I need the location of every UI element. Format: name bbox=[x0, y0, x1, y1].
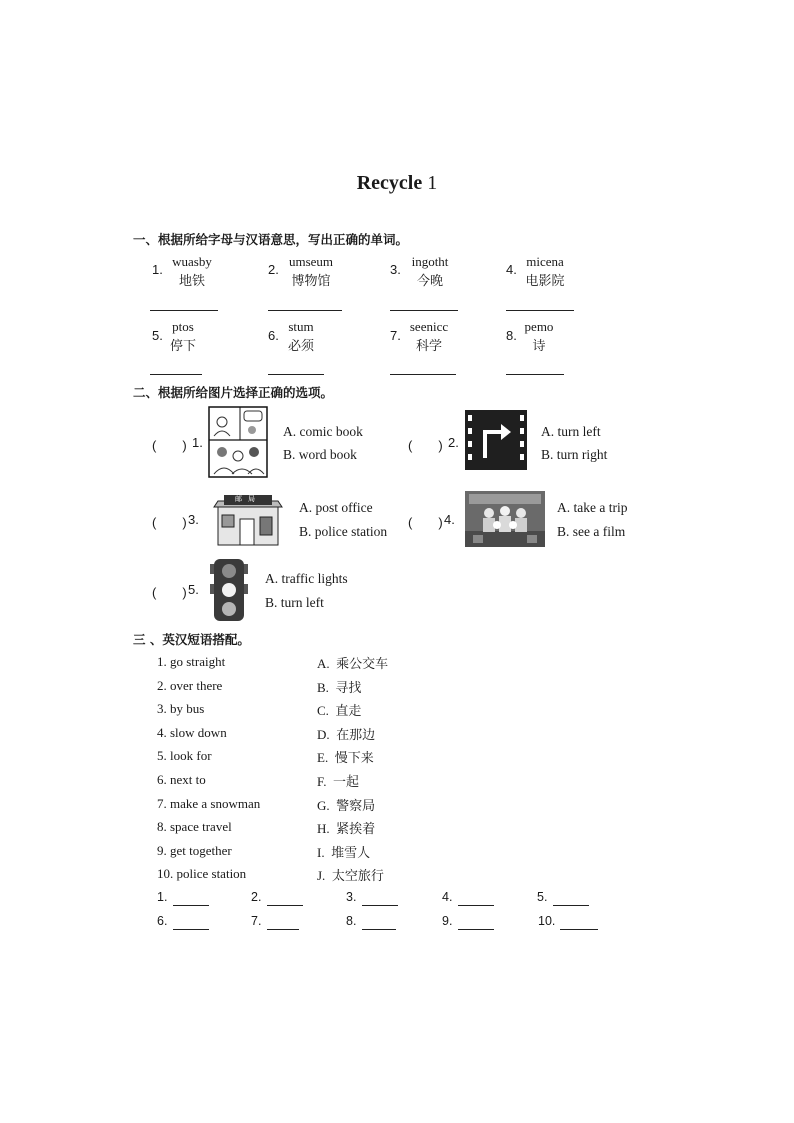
english-phrase: 9. get together bbox=[157, 843, 232, 858]
chinese-phrase: D. 在那边 bbox=[317, 727, 376, 743]
option-a: A. post office bbox=[299, 500, 373, 515]
section-2-heading: 二、根据所给图片选择正确的选项。 bbox=[133, 385, 334, 400]
answer-parentheses[interactable]: ( ) bbox=[408, 438, 443, 453]
answer-line[interactable] bbox=[506, 310, 574, 311]
chinese-phrase: F. 一起 bbox=[317, 774, 359, 790]
chinese-meaning: 必须 bbox=[287, 339, 314, 354]
answer-line[interactable] bbox=[506, 374, 564, 375]
english-phrase: 1. go straight bbox=[157, 654, 226, 669]
chinese-meaning: 博物馆 bbox=[291, 274, 331, 289]
chinese-meaning: 今晚 bbox=[416, 274, 443, 289]
item-number: 5. bbox=[152, 328, 163, 343]
chinese-phrase: E. 慢下来 bbox=[317, 750, 374, 766]
turn-right-sign-icon bbox=[465, 410, 527, 470]
english-phrase: 8. space travel bbox=[157, 819, 232, 834]
item-number: 3. bbox=[390, 262, 401, 277]
answer-parentheses[interactable]: ( ) bbox=[408, 515, 443, 530]
answer-number: 3. bbox=[346, 890, 357, 904]
post-office-sign: 邮局 bbox=[235, 495, 261, 503]
chinese-phrase: G. 警察局 bbox=[317, 798, 376, 814]
answer-number: 9. bbox=[442, 914, 453, 928]
item-number: 5. bbox=[188, 582, 199, 597]
item-number: 1. bbox=[152, 262, 163, 277]
answer-number: 5. bbox=[537, 890, 548, 904]
chinese-phrase: I. 堆雪人 bbox=[317, 845, 371, 861]
answer-line[interactable] bbox=[173, 905, 209, 906]
english-phrase: 6. next to bbox=[157, 772, 206, 787]
answer-line[interactable] bbox=[458, 905, 494, 906]
option-a: A. take a trip bbox=[557, 500, 628, 515]
answer-line[interactable] bbox=[362, 929, 396, 930]
chinese-phrase: C. 直走 bbox=[317, 703, 362, 719]
item-number: 3. bbox=[188, 512, 199, 527]
item-number: 1. bbox=[192, 435, 203, 450]
answer-number: 6. bbox=[157, 914, 168, 928]
answer-line[interactable] bbox=[267, 929, 299, 930]
answer-number: 1. bbox=[157, 890, 168, 904]
post-office-icon bbox=[210, 487, 286, 549]
traffic-light-icon bbox=[208, 558, 250, 622]
answer-line[interactable] bbox=[173, 929, 209, 930]
answer-line[interactable] bbox=[268, 374, 324, 375]
answer-line[interactable] bbox=[390, 310, 458, 311]
scrambled-letters: ingotht bbox=[411, 254, 449, 269]
scrambled-letters: seenicc bbox=[409, 319, 449, 334]
scrambled-letters: pemo bbox=[524, 319, 554, 334]
section-3-heading: 三 、英汉短语搭配。 bbox=[133, 632, 250, 647]
answer-line[interactable] bbox=[150, 310, 218, 311]
scrambled-letters: stum bbox=[288, 319, 314, 334]
option-b: B. see a film bbox=[557, 524, 626, 539]
scrambled-letters: ptos bbox=[172, 319, 194, 334]
item-number: 6. bbox=[268, 328, 279, 343]
option-b: B. turn left bbox=[265, 595, 324, 610]
answer-number: 7. bbox=[251, 914, 262, 928]
english-phrase: 5. look for bbox=[157, 748, 212, 763]
english-phrase: 4. slow down bbox=[157, 725, 227, 740]
item-number: 7. bbox=[390, 328, 401, 343]
scrambled-letters: micena bbox=[526, 254, 564, 269]
answer-line[interactable] bbox=[362, 905, 398, 906]
option-a: A. turn left bbox=[541, 424, 601, 439]
page-title: Recycle 1 bbox=[356, 172, 438, 194]
answer-number: 8. bbox=[346, 914, 357, 928]
answer-line[interactable] bbox=[553, 905, 589, 906]
scrambled-letters: wuasby bbox=[172, 254, 212, 269]
answer-line[interactable] bbox=[390, 374, 456, 375]
chinese-meaning: 电影院 bbox=[525, 274, 565, 289]
answer-line[interactable] bbox=[458, 929, 494, 930]
chinese-phrase: J. 太空旅行 bbox=[317, 868, 384, 884]
scrambled-letters: umseum bbox=[288, 254, 334, 269]
chinese-phrase: A. 乘公交车 bbox=[317, 656, 389, 672]
answer-parentheses[interactable]: ( ) bbox=[152, 585, 187, 600]
answer-parentheses[interactable]: ( ) bbox=[152, 515, 187, 530]
answer-line[interactable] bbox=[267, 905, 303, 906]
answer-number: 10. bbox=[538, 914, 556, 928]
option-b: B. turn right bbox=[541, 447, 608, 462]
english-phrase: 3. by bus bbox=[157, 701, 205, 716]
chinese-meaning: 诗 bbox=[532, 339, 546, 354]
option-b: B. word book bbox=[283, 447, 357, 462]
chinese-meaning: 科学 bbox=[415, 339, 442, 354]
section-1-heading: 一、根据所给字母与汉语意思，写出正确的单词。 bbox=[133, 232, 409, 247]
item-number: 8. bbox=[506, 328, 517, 343]
item-number: 4. bbox=[506, 262, 517, 277]
comic-book-icon bbox=[208, 406, 268, 478]
option-a: A. comic book bbox=[283, 424, 363, 439]
chinese-meaning: 停下 bbox=[169, 339, 196, 354]
english-phrase: 10. police station bbox=[157, 866, 247, 881]
answer-number: 2. bbox=[251, 890, 262, 904]
option-a: A. traffic lights bbox=[265, 571, 348, 586]
item-number: 2. bbox=[448, 435, 459, 450]
english-phrase: 7. make a snowman bbox=[157, 796, 261, 811]
answer-number: 4. bbox=[442, 890, 453, 904]
answer-line[interactable] bbox=[150, 374, 202, 375]
item-number: 2. bbox=[268, 262, 279, 277]
chinese-phrase: B. 寻找 bbox=[317, 680, 362, 696]
chinese-phrase: H. 紧挨着 bbox=[317, 821, 376, 837]
cinema-audience-icon bbox=[465, 491, 545, 547]
answer-line[interactable] bbox=[560, 929, 598, 930]
chinese-meaning: 地铁 bbox=[178, 274, 205, 289]
option-b: B. police station bbox=[299, 524, 388, 539]
english-phrase: 2. over there bbox=[157, 678, 223, 693]
item-number: 4. bbox=[444, 512, 455, 527]
answer-line[interactable] bbox=[268, 310, 342, 311]
answer-parentheses[interactable]: ( ) bbox=[152, 438, 187, 453]
